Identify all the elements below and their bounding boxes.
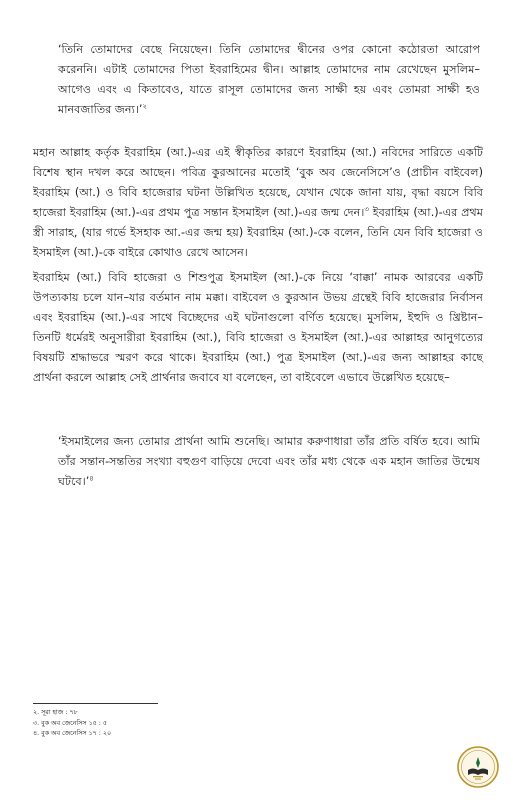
footnote-item: ২. সূরা হাজ : ৭৮ xyxy=(33,709,78,716)
footnote-ref-3: ৩ xyxy=(364,205,369,214)
paragraph-1-text: মহান আল্লাহ কর্তৃক ইবরাহিম (আ.)-এর এই স্বীকৃতির কারণে ইবরাহিম (আ.) নবিদের সারিতে একটি বিশেষ স্থান দখল করে আছেন। পবিত্র কুরআনের মতোই ‘বুক অব জেনেসিসে’ও (প্রাচীন বাইবেল) ইবরাহিম (আ.) ও বিবি হাজেরার ঘটনা উল্লিখিত হয়েছে, যেখান থেকে জানা যায়, বৃদ্ধা বয়সে বিবি হাজেরা ইবরাহিম (আ.)-এর প্রথম পুত্র সন্তান ইসমাইল (আ.)-এর জন্ম দেন। xyxy=(33,146,483,219)
paragraph-2 xyxy=(33,268,483,388)
paragraph-1 xyxy=(33,143,483,263)
footnote-item: ৩. বুক অব জেনেসিস ১৫ : ৫ xyxy=(33,719,107,727)
publisher-logo-icon xyxy=(456,745,500,789)
quote-2-text: ‘ইসমাইলের জন্য তোমার প্রার্থনা আমি শুনেছি। আমার করুণাধারা তাঁর প্রতি বর্ষিত হবে। আমি তাঁর সন্তান-সন্ততির সংখ্যা বহুগুণ বাড়িয়ে দেবো এবং তাঁর মধ্য থেকে এক মহান জাতির উন্মেষ ঘটবে।’ xyxy=(58,435,480,488)
paragraph-1-text-continued: ইবরাহিম (আ.)-এর প্রথম স্ত্রী সারাহ, (যার গর্ভে ইসহাক আ.-এর জন্ম হয়) ইবরাহিম (আ.)-কে বলেন, তিনি যেন বিবি হাজেরা ও ইসমাইল (আ.)-কে বাইরে কোথাও রেখে আসেন। xyxy=(33,206,483,259)
footnote-ref-4: ৪ xyxy=(89,474,94,483)
quote-1-text: ‘তিনি তোমাদের বেছে নিয়েছেন। তিনি তোমাদের দ্বীনের ওপর কোনো কঠোরতা আরোপ করেননি। এটাই তোমাদের পিতা ইবরাহিমের দ্বীন। আল্লাহ তোমাদের নাম রেখেছেন মুসলিম– আগেও এবং এ কিতাবেও, যাতে রাসূল তোমাদের জন্য সাক্ষী হয় এবং তোমরা সাক্ষী হও মানবজাতির জন্য।’ xyxy=(58,43,480,116)
quote-block-1 xyxy=(58,40,480,120)
footnotes xyxy=(33,708,273,740)
quote-block-2 xyxy=(58,432,480,492)
footnote-item: ৪. বুক অব জেনেসিস ১৭ : ২০ xyxy=(33,730,112,737)
footnote-ref-2: ২ xyxy=(142,102,147,111)
paragraph-2-text: ইবরাহিম (আ.) বিবি হাজেরা ও শিশুপুত্র ইসমাইল (আ.)-কে নিয়ে ‘বাক্কা’ নামক আরবের একটি উপত্যকায় চলে যান–যার বর্তমান নাম মক্কা। বাইবেল ও কুরআন উভয় গ্রন্থেই বিবি হাজেরার নির্বাসন এবং ইবরাহিম (আ.)-এর সাথে বিচ্ছেদের এই ঘটনাগুলো বর্ণিত হয়েছে। মুসলিম, ইহুদি ও খ্রিষ্টান– তিনটি ধর্মেরই অনুসারীরা ইবরাহিম (আ.), বিবি হাজেরা ও ইসমাইল (আ.)-এর আল্লাহর আনুগত্যের বিষয়টি শ্রদ্ধাভরে স্মরণ করে থাকে। ইবরাহিম (আ.) পুত্র ইসমাইল (আ.)-এর জন্য আল্লাহর কাছে প্রার্থনা করলে আল্লাহ সেই প্রার্থনার জবাবে যা বলেছেন, তা বাইবেলে এভাবে উল্লেখিত হয়েছে– xyxy=(33,271,483,384)
footnote-divider xyxy=(33,703,158,704)
